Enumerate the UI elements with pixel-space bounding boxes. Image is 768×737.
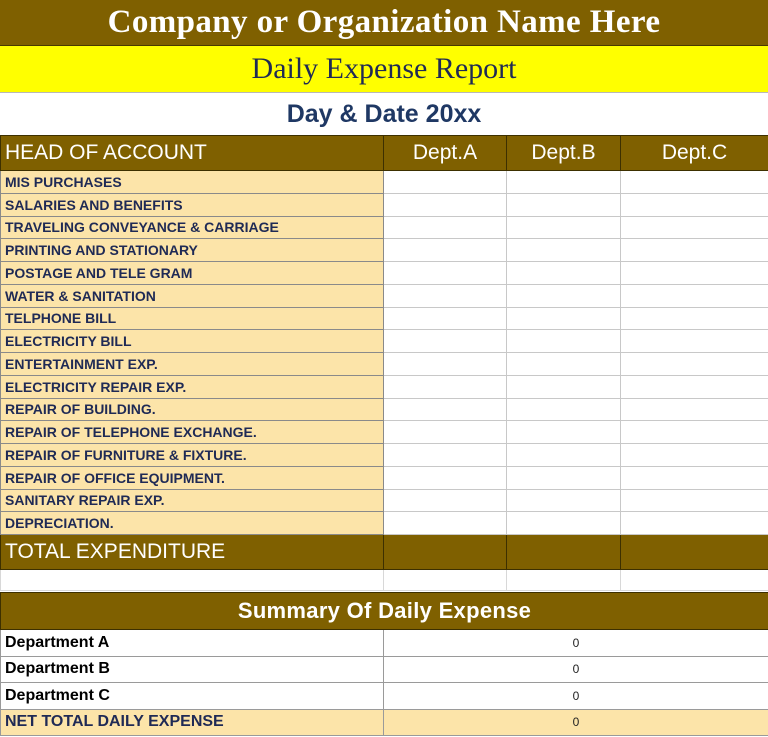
dept-a-cell[interactable]: [384, 307, 507, 330]
dept-b-cell[interactable]: [507, 375, 621, 398]
account-label: POSTAGE AND TELE GRAM: [1, 262, 384, 285]
dept-a-cell[interactable]: [384, 284, 507, 307]
account-rows: [1, 171, 768, 535]
account-row: [1, 398, 768, 421]
account-row: [1, 171, 768, 194]
dept-c-cell[interactable]: [621, 353, 768, 376]
summary-dept-c-label: Department C: [1, 683, 384, 710]
dept-a-cell[interactable]: [384, 489, 507, 512]
account-label: SANITARY REPAIR EXP.: [1, 489, 384, 512]
total-expenditure-label: TOTAL EXPENDITURE: [1, 535, 384, 570]
dept-a-cell[interactable]: [384, 239, 507, 262]
account-row: [1, 262, 768, 285]
dept-c-header: Dept.C: [621, 136, 768, 171]
summary-dept-a-value[interactable]: 0: [384, 630, 768, 657]
spacer-cell: [621, 570, 768, 591]
summary-dept-c-value[interactable]: 0: [384, 683, 768, 710]
dept-a-cell[interactable]: [384, 398, 507, 421]
account-row: [1, 512, 768, 535]
dept-c-cell[interactable]: [621, 171, 768, 194]
dept-a-cell[interactable]: [384, 466, 507, 489]
account-row: [1, 444, 768, 467]
account-row: [1, 239, 768, 262]
account-label: ELECTRICITY REPAIR EXP.: [1, 375, 384, 398]
dept-c-cell[interactable]: [621, 262, 768, 285]
summary-dept-b-value[interactable]: 0: [384, 656, 768, 683]
account-label: TELPHONE BILL: [1, 307, 384, 330]
dept-b-cell[interactable]: [507, 489, 621, 512]
dept-c-cell[interactable]: [621, 307, 768, 330]
dept-c-cell[interactable]: [621, 421, 768, 444]
total-dept-a-cell[interactable]: [384, 535, 507, 570]
account-label: PRINTING AND STATIONARY: [1, 239, 384, 262]
dept-a-cell[interactable]: [384, 444, 507, 467]
account-label: REPAIR OF FURNITURE & FIXTURE.: [1, 444, 384, 467]
dept-b-cell[interactable]: [507, 512, 621, 535]
dept-c-cell[interactable]: [621, 375, 768, 398]
dept-c-cell[interactable]: [621, 444, 768, 467]
spacer-row: [1, 570, 768, 591]
dept-b-cell[interactable]: [507, 444, 621, 467]
dept-a-cell[interactable]: [384, 512, 507, 535]
dept-a-cell[interactable]: [384, 216, 507, 239]
dept-b-cell[interactable]: [507, 262, 621, 285]
head-of-account-header: HEAD OF ACCOUNT: [1, 136, 384, 171]
summary-dept-a-label: Department A: [1, 630, 384, 657]
account-label: ENTERTAINMENT EXP.: [1, 353, 384, 376]
account-row: [1, 375, 768, 398]
account-label: ELECTRICITY BILL: [1, 330, 384, 353]
dept-b-header: Dept.B: [507, 136, 621, 171]
summary-table: [0, 592, 768, 736]
account-row: [1, 193, 768, 216]
summary-title: Summary Of Daily Expense: [1, 593, 768, 630]
dept-c-cell[interactable]: [621, 216, 768, 239]
summary-row: [1, 683, 768, 710]
dept-b-cell[interactable]: [507, 398, 621, 421]
dept-a-cell[interactable]: [384, 262, 507, 285]
account-row: [1, 466, 768, 489]
summary-dept-b-label: Department B: [1, 656, 384, 683]
dept-a-cell[interactable]: [384, 375, 507, 398]
spacer-cell: [507, 570, 621, 591]
dept-a-cell[interactable]: [384, 171, 507, 194]
expense-table-header: [1, 136, 768, 171]
account-row: [1, 353, 768, 376]
dept-a-header: Dept.A: [384, 136, 507, 171]
date-line: Day & Date 20xx: [0, 93, 768, 135]
summary-row: [1, 630, 768, 657]
dept-a-cell[interactable]: [384, 330, 507, 353]
dept-c-cell[interactable]: [621, 512, 768, 535]
summary-title-row: [1, 593, 768, 630]
account-label: DEPRECIATION.: [1, 512, 384, 535]
account-row: [1, 307, 768, 330]
total-dept-c-cell[interactable]: [621, 535, 768, 570]
dept-b-cell[interactable]: [507, 171, 621, 194]
account-label: TRAVELING CONVEYANCE & CARRIAGE: [1, 216, 384, 239]
dept-c-cell[interactable]: [621, 489, 768, 512]
dept-c-cell[interactable]: [621, 193, 768, 216]
dept-b-cell[interactable]: [507, 353, 621, 376]
net-total-label: NET TOTAL DAILY EXPENSE: [1, 709, 384, 736]
dept-c-cell[interactable]: [621, 284, 768, 307]
account-label: REPAIR OF OFFICE EQUIPMENT.: [1, 466, 384, 489]
dept-a-cell[interactable]: [384, 353, 507, 376]
dept-b-cell[interactable]: [507, 421, 621, 444]
total-dept-b-cell[interactable]: [507, 535, 621, 570]
account-label: SALARIES AND BENEFITS: [1, 193, 384, 216]
account-row: [1, 284, 768, 307]
spacer-cell: [1, 570, 384, 591]
net-total-row: [1, 709, 768, 736]
account-label: MIS PURCHASES: [1, 171, 384, 194]
account-row: [1, 421, 768, 444]
account-row: [1, 216, 768, 239]
dept-c-cell[interactable]: [621, 330, 768, 353]
dept-b-cell[interactable]: [507, 307, 621, 330]
dept-b-cell[interactable]: [507, 239, 621, 262]
account-row: [1, 330, 768, 353]
dept-b-cell[interactable]: [507, 330, 621, 353]
dept-c-cell[interactable]: [621, 239, 768, 262]
account-label: REPAIR OF TELEPHONE EXCHANGE.: [1, 421, 384, 444]
account-label: WATER & SANITATION: [1, 284, 384, 307]
account-label: REPAIR OF BUILDING.: [1, 398, 384, 421]
dept-a-cell[interactable]: [384, 193, 507, 216]
dept-b-cell[interactable]: [507, 284, 621, 307]
report-title: Daily Expense Report: [0, 46, 768, 93]
spacer-cell: [384, 570, 507, 591]
expense-table: [0, 135, 768, 591]
total-expenditure-row: [1, 535, 768, 570]
dept-c-cell[interactable]: [621, 398, 768, 421]
dept-a-cell[interactable]: [384, 421, 507, 444]
dept-b-cell[interactable]: [507, 216, 621, 239]
dept-b-cell[interactable]: [507, 193, 621, 216]
dept-b-cell[interactable]: [507, 466, 621, 489]
dept-c-cell[interactable]: [621, 466, 768, 489]
company-name-banner: Company or Organization Name Here: [0, 0, 768, 46]
net-total-value[interactable]: 0: [384, 709, 768, 736]
account-row: [1, 489, 768, 512]
summary-row: [1, 656, 768, 683]
